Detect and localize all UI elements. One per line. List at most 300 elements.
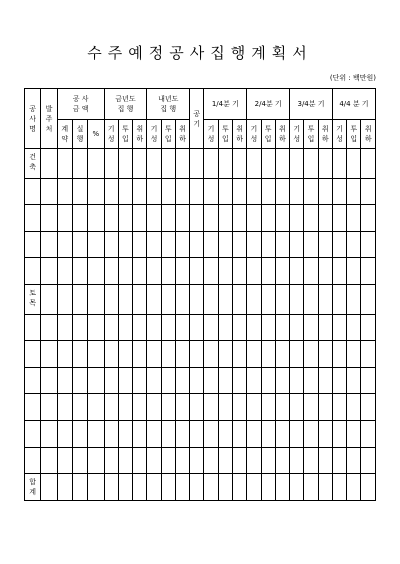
data-cell[interactable] <box>332 474 346 501</box>
data-cell[interactable] <box>204 258 218 285</box>
data-cell[interactable] <box>161 178 175 205</box>
data-cell[interactable] <box>118 447 132 474</box>
data-cell[interactable] <box>88 314 104 341</box>
data-cell[interactable] <box>304 314 318 341</box>
project-name-cell[interactable] <box>25 447 41 474</box>
data-cell[interactable] <box>332 367 346 394</box>
data-cell[interactable] <box>218 205 232 232</box>
data-cell[interactable] <box>190 341 204 368</box>
data-cell[interactable] <box>261 474 275 501</box>
data-cell[interactable] <box>247 474 261 501</box>
data-cell[interactable] <box>72 420 87 447</box>
data-cell[interactable] <box>361 149 376 179</box>
data-cell[interactable] <box>247 284 261 314</box>
data-cell[interactable] <box>275 420 289 447</box>
data-cell[interactable] <box>41 258 57 285</box>
data-cell[interactable] <box>318 420 332 447</box>
data-cell[interactable] <box>232 394 246 421</box>
data-cell[interactable] <box>190 149 204 179</box>
data-cell[interactable] <box>261 284 275 314</box>
data-cell[interactable] <box>347 341 361 368</box>
data-cell[interactable] <box>261 394 275 421</box>
data-cell[interactable] <box>133 284 147 314</box>
data-cell[interactable] <box>247 149 261 179</box>
data-cell[interactable] <box>88 231 104 258</box>
data-cell[interactable] <box>290 258 304 285</box>
data-cell[interactable] <box>218 178 232 205</box>
data-cell[interactable] <box>204 341 218 368</box>
data-cell[interactable] <box>161 341 175 368</box>
data-cell[interactable] <box>175 447 189 474</box>
data-cell[interactable] <box>88 394 104 421</box>
data-cell[interactable] <box>133 178 147 205</box>
data-cell[interactable] <box>218 447 232 474</box>
data-cell[interactable] <box>175 231 189 258</box>
data-cell[interactable] <box>261 231 275 258</box>
data-cell[interactable] <box>41 474 57 501</box>
data-cell[interactable] <box>361 341 376 368</box>
data-cell[interactable] <box>290 341 304 368</box>
data-cell[interactable] <box>218 284 232 314</box>
data-cell[interactable] <box>304 447 318 474</box>
data-cell[interactable] <box>332 149 346 179</box>
data-cell[interactable] <box>57 205 72 232</box>
data-cell[interactable] <box>72 341 87 368</box>
data-cell[interactable] <box>232 178 246 205</box>
data-cell[interactable] <box>118 367 132 394</box>
data-cell[interactable] <box>190 394 204 421</box>
data-cell[interactable] <box>218 341 232 368</box>
data-cell[interactable] <box>161 474 175 501</box>
data-cell[interactable] <box>318 178 332 205</box>
data-cell[interactable] <box>41 178 57 205</box>
data-cell[interactable] <box>275 178 289 205</box>
data-cell[interactable] <box>318 258 332 285</box>
data-cell[interactable] <box>190 447 204 474</box>
data-cell[interactable] <box>57 367 72 394</box>
data-cell[interactable] <box>161 314 175 341</box>
data-cell[interactable] <box>204 367 218 394</box>
data-cell[interactable] <box>118 474 132 501</box>
data-cell[interactable] <box>175 367 189 394</box>
data-cell[interactable] <box>104 231 118 258</box>
data-cell[interactable] <box>104 205 118 232</box>
data-cell[interactable] <box>104 447 118 474</box>
data-cell[interactable] <box>57 149 72 179</box>
data-cell[interactable] <box>275 314 289 341</box>
data-cell[interactable] <box>275 205 289 232</box>
data-cell[interactable] <box>275 258 289 285</box>
data-cell[interactable] <box>218 314 232 341</box>
data-cell[interactable] <box>190 314 204 341</box>
data-cell[interactable] <box>247 420 261 447</box>
data-cell[interactable] <box>347 178 361 205</box>
data-cell[interactable] <box>133 149 147 179</box>
data-cell[interactable] <box>290 149 304 179</box>
data-cell[interactable] <box>57 447 72 474</box>
data-cell[interactable] <box>361 231 376 258</box>
data-cell[interactable] <box>133 341 147 368</box>
data-cell[interactable] <box>72 447 87 474</box>
data-cell[interactable] <box>147 341 161 368</box>
data-cell[interactable] <box>161 149 175 179</box>
data-cell[interactable] <box>290 178 304 205</box>
data-cell[interactable] <box>275 367 289 394</box>
data-cell[interactable] <box>133 258 147 285</box>
data-cell[interactable] <box>275 341 289 368</box>
data-cell[interactable] <box>361 178 376 205</box>
data-cell[interactable] <box>204 394 218 421</box>
data-cell[interactable] <box>318 149 332 179</box>
data-cell[interactable] <box>261 258 275 285</box>
data-cell[interactable] <box>204 314 218 341</box>
data-cell[interactable] <box>104 474 118 501</box>
data-cell[interactable] <box>318 474 332 501</box>
data-cell[interactable] <box>347 231 361 258</box>
data-cell[interactable] <box>72 178 87 205</box>
data-cell[interactable] <box>175 178 189 205</box>
data-cell[interactable] <box>104 420 118 447</box>
data-cell[interactable] <box>88 367 104 394</box>
data-cell[interactable] <box>232 205 246 232</box>
data-cell[interactable] <box>57 178 72 205</box>
data-cell[interactable] <box>161 284 175 314</box>
data-cell[interactable] <box>304 284 318 314</box>
data-cell[interactable] <box>57 258 72 285</box>
data-cell[interactable] <box>72 284 87 314</box>
data-cell[interactable] <box>218 474 232 501</box>
data-cell[interactable] <box>347 205 361 232</box>
data-cell[interactable] <box>175 394 189 421</box>
data-cell[interactable] <box>318 314 332 341</box>
data-cell[interactable] <box>332 341 346 368</box>
data-cell[interactable] <box>247 367 261 394</box>
data-cell[interactable] <box>175 341 189 368</box>
data-cell[interactable] <box>118 205 132 232</box>
data-cell[interactable] <box>133 474 147 501</box>
data-cell[interactable] <box>232 420 246 447</box>
data-cell[interactable] <box>275 394 289 421</box>
data-cell[interactable] <box>147 178 161 205</box>
data-cell[interactable] <box>332 284 346 314</box>
data-cell[interactable] <box>361 447 376 474</box>
data-cell[interactable] <box>232 231 246 258</box>
data-cell[interactable] <box>247 314 261 341</box>
data-cell[interactable] <box>332 314 346 341</box>
project-name-cell[interactable] <box>25 258 41 285</box>
data-cell[interactable] <box>118 231 132 258</box>
data-cell[interactable] <box>290 420 304 447</box>
data-cell[interactable] <box>161 447 175 474</box>
data-cell[interactable] <box>190 474 204 501</box>
data-cell[interactable] <box>247 447 261 474</box>
data-cell[interactable] <box>218 420 232 447</box>
data-cell[interactable] <box>104 258 118 285</box>
data-cell[interactable] <box>133 231 147 258</box>
data-cell[interactable] <box>290 231 304 258</box>
data-cell[interactable] <box>232 149 246 179</box>
data-cell[interactable] <box>218 149 232 179</box>
data-cell[interactable] <box>304 394 318 421</box>
data-cell[interactable] <box>88 447 104 474</box>
data-cell[interactable] <box>361 314 376 341</box>
data-cell[interactable] <box>361 205 376 232</box>
data-cell[interactable] <box>247 258 261 285</box>
data-cell[interactable] <box>118 178 132 205</box>
data-cell[interactable] <box>332 420 346 447</box>
data-cell[interactable] <box>190 205 204 232</box>
data-cell[interactable] <box>133 367 147 394</box>
data-cell[interactable] <box>261 205 275 232</box>
data-cell[interactable] <box>361 394 376 421</box>
data-cell[interactable] <box>104 149 118 179</box>
data-cell[interactable] <box>261 367 275 394</box>
data-cell[interactable] <box>41 447 57 474</box>
project-name-cell[interactable] <box>25 394 41 421</box>
data-cell[interactable] <box>118 420 132 447</box>
data-cell[interactable] <box>261 314 275 341</box>
data-cell[interactable] <box>175 258 189 285</box>
data-cell[interactable] <box>290 367 304 394</box>
data-cell[interactable] <box>275 231 289 258</box>
data-cell[interactable] <box>175 205 189 232</box>
data-cell[interactable] <box>161 367 175 394</box>
data-cell[interactable] <box>104 367 118 394</box>
data-cell[interactable] <box>133 394 147 421</box>
data-cell[interactable] <box>261 420 275 447</box>
data-cell[interactable] <box>133 314 147 341</box>
data-cell[interactable] <box>41 284 57 314</box>
data-cell[interactable] <box>232 474 246 501</box>
data-cell[interactable] <box>290 314 304 341</box>
data-cell[interactable] <box>204 474 218 501</box>
data-cell[interactable] <box>57 314 72 341</box>
data-cell[interactable] <box>304 341 318 368</box>
data-cell[interactable] <box>41 367 57 394</box>
data-cell[interactable] <box>261 178 275 205</box>
data-cell[interactable] <box>347 447 361 474</box>
data-cell[interactable] <box>218 231 232 258</box>
data-cell[interactable] <box>361 420 376 447</box>
data-cell[interactable] <box>41 231 57 258</box>
data-cell[interactable] <box>290 447 304 474</box>
project-name-cell[interactable] <box>25 341 41 368</box>
data-cell[interactable] <box>104 394 118 421</box>
data-cell[interactable] <box>332 178 346 205</box>
data-cell[interactable] <box>118 341 132 368</box>
data-cell[interactable] <box>147 205 161 232</box>
data-cell[interactable] <box>190 367 204 394</box>
data-cell[interactable] <box>161 420 175 447</box>
data-cell[interactable] <box>41 420 57 447</box>
data-cell[interactable] <box>347 420 361 447</box>
data-cell[interactable] <box>204 447 218 474</box>
data-cell[interactable] <box>147 314 161 341</box>
project-name-cell[interactable] <box>25 231 41 258</box>
data-cell[interactable] <box>204 231 218 258</box>
data-cell[interactable] <box>161 205 175 232</box>
data-cell[interactable] <box>161 231 175 258</box>
data-cell[interactable] <box>261 341 275 368</box>
data-cell[interactable] <box>318 284 332 314</box>
data-cell[interactable] <box>290 284 304 314</box>
data-cell[interactable] <box>247 178 261 205</box>
data-cell[interactable] <box>332 258 346 285</box>
data-cell[interactable] <box>133 205 147 232</box>
data-cell[interactable] <box>41 149 57 179</box>
data-cell[interactable] <box>275 474 289 501</box>
data-cell[interactable] <box>147 258 161 285</box>
data-cell[interactable] <box>88 205 104 232</box>
data-cell[interactable] <box>57 231 72 258</box>
data-cell[interactable] <box>41 341 57 368</box>
data-cell[interactable] <box>332 231 346 258</box>
data-cell[interactable] <box>361 367 376 394</box>
data-cell[interactable] <box>118 394 132 421</box>
data-cell[interactable] <box>347 258 361 285</box>
data-cell[interactable] <box>88 258 104 285</box>
data-cell[interactable] <box>247 341 261 368</box>
data-cell[interactable] <box>41 205 57 232</box>
data-cell[interactable] <box>147 394 161 421</box>
data-cell[interactable] <box>57 341 72 368</box>
data-cell[interactable] <box>275 284 289 314</box>
data-cell[interactable] <box>232 367 246 394</box>
data-cell[interactable] <box>41 394 57 421</box>
data-cell[interactable] <box>204 205 218 232</box>
data-cell[interactable] <box>247 394 261 421</box>
data-cell[interactable] <box>104 314 118 341</box>
data-cell[interactable] <box>88 474 104 501</box>
data-cell[interactable] <box>204 149 218 179</box>
data-cell[interactable] <box>247 231 261 258</box>
data-cell[interactable] <box>72 258 87 285</box>
data-cell[interactable] <box>361 258 376 285</box>
data-cell[interactable] <box>88 341 104 368</box>
data-cell[interactable] <box>304 420 318 447</box>
data-cell[interactable] <box>41 314 57 341</box>
data-cell[interactable] <box>347 367 361 394</box>
data-cell[interactable] <box>318 367 332 394</box>
data-cell[interactable] <box>104 284 118 314</box>
data-cell[interactable] <box>72 394 87 421</box>
data-cell[interactable] <box>88 178 104 205</box>
section-label-cell[interactable] <box>25 149 41 179</box>
data-cell[interactable] <box>118 258 132 285</box>
data-cell[interactable] <box>57 394 72 421</box>
data-cell[interactable] <box>175 474 189 501</box>
data-cell[interactable] <box>232 314 246 341</box>
data-cell[interactable] <box>57 474 72 501</box>
project-name-cell[interactable] <box>25 367 41 394</box>
data-cell[interactable] <box>88 284 104 314</box>
data-cell[interactable] <box>332 205 346 232</box>
data-cell[interactable] <box>347 314 361 341</box>
data-cell[interactable] <box>318 341 332 368</box>
data-cell[interactable] <box>261 149 275 179</box>
data-cell[interactable] <box>318 205 332 232</box>
data-cell[interactable] <box>304 231 318 258</box>
section-label-cell[interactable] <box>25 284 41 314</box>
data-cell[interactable] <box>175 284 189 314</box>
data-cell[interactable] <box>347 284 361 314</box>
data-cell[interactable] <box>175 149 189 179</box>
data-cell[interactable] <box>72 205 87 232</box>
data-cell[interactable] <box>72 314 87 341</box>
data-cell[interactable] <box>190 258 204 285</box>
data-cell[interactable] <box>72 231 87 258</box>
data-cell[interactable] <box>175 314 189 341</box>
data-cell[interactable] <box>204 284 218 314</box>
data-cell[interactable] <box>318 394 332 421</box>
data-cell[interactable] <box>88 149 104 179</box>
data-cell[interactable] <box>304 149 318 179</box>
data-cell[interactable] <box>304 474 318 501</box>
data-cell[interactable] <box>218 367 232 394</box>
data-cell[interactable] <box>118 314 132 341</box>
data-cell[interactable] <box>304 367 318 394</box>
data-cell[interactable] <box>261 447 275 474</box>
data-cell[interactable] <box>347 149 361 179</box>
data-cell[interactable] <box>218 258 232 285</box>
data-cell[interactable] <box>232 284 246 314</box>
data-cell[interactable] <box>133 420 147 447</box>
data-cell[interactable] <box>232 341 246 368</box>
data-cell[interactable] <box>190 231 204 258</box>
section-label-cell[interactable] <box>25 474 41 501</box>
data-cell[interactable] <box>118 149 132 179</box>
data-cell[interactable] <box>361 284 376 314</box>
data-cell[interactable] <box>304 258 318 285</box>
data-cell[interactable] <box>104 341 118 368</box>
data-cell[interactable] <box>133 447 147 474</box>
data-cell[interactable] <box>190 420 204 447</box>
data-cell[interactable] <box>147 231 161 258</box>
data-cell[interactable] <box>275 149 289 179</box>
data-cell[interactable] <box>232 447 246 474</box>
data-cell[interactable] <box>304 178 318 205</box>
data-cell[interactable] <box>147 149 161 179</box>
data-cell[interactable] <box>147 447 161 474</box>
data-cell[interactable] <box>204 178 218 205</box>
data-cell[interactable] <box>218 394 232 421</box>
data-cell[interactable] <box>247 205 261 232</box>
data-cell[interactable] <box>72 367 87 394</box>
data-cell[interactable] <box>332 447 346 474</box>
data-cell[interactable] <box>332 394 346 421</box>
data-cell[interactable] <box>347 474 361 501</box>
data-cell[interactable] <box>361 474 376 501</box>
data-cell[interactable] <box>57 420 72 447</box>
data-cell[interactable] <box>147 367 161 394</box>
data-cell[interactable] <box>161 258 175 285</box>
project-name-cell[interactable] <box>25 420 41 447</box>
project-name-cell[interactable] <box>25 314 41 341</box>
data-cell[interactable] <box>72 149 87 179</box>
data-cell[interactable] <box>147 474 161 501</box>
data-cell[interactable] <box>104 178 118 205</box>
data-cell[interactable] <box>147 284 161 314</box>
data-cell[interactable] <box>175 420 189 447</box>
data-cell[interactable] <box>161 394 175 421</box>
data-cell[interactable] <box>318 447 332 474</box>
project-name-cell[interactable] <box>25 178 41 205</box>
data-cell[interactable] <box>304 205 318 232</box>
data-cell[interactable] <box>318 231 332 258</box>
data-cell[interactable] <box>57 284 72 314</box>
data-cell[interactable] <box>290 474 304 501</box>
data-cell[interactable] <box>190 284 204 314</box>
